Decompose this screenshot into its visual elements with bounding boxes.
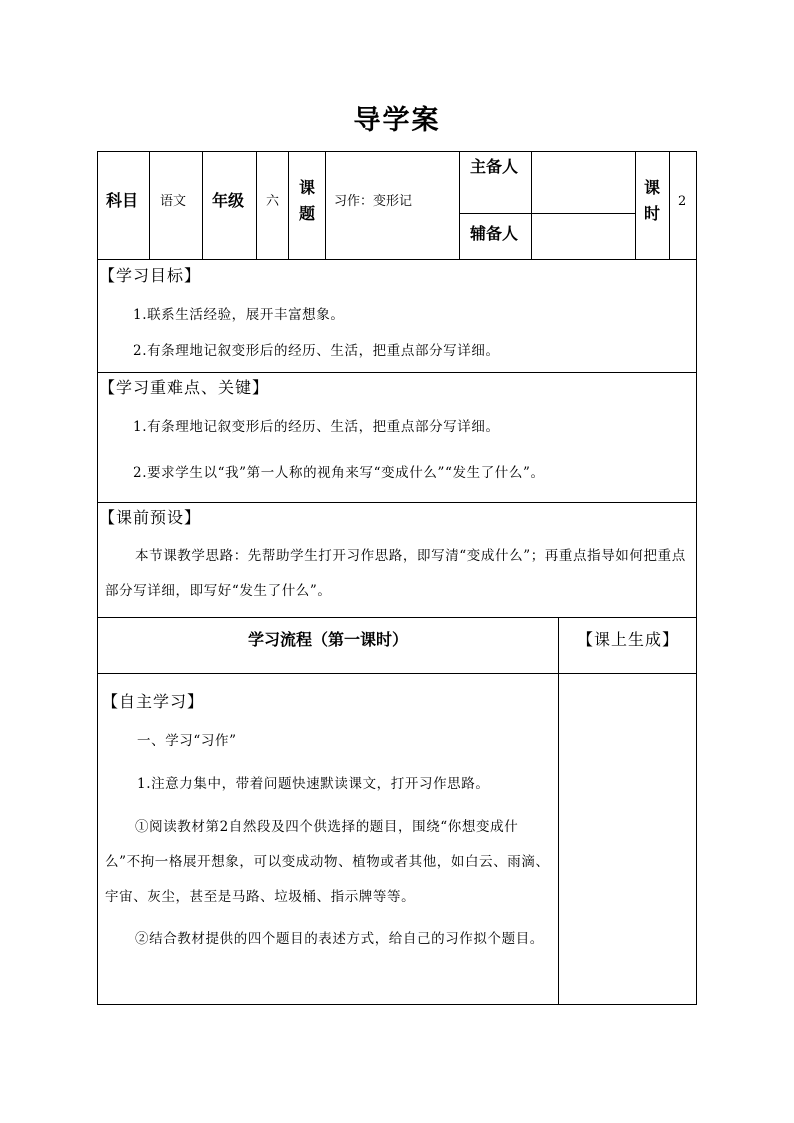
page-title: 导学案 [353,105,441,136]
key-points-heading: 【学习重难点、关键】 [99,378,270,397]
item-two-text: ②结合教材提供的四个题目的表述方式，给自己的习作拟个题目。 [135,931,544,947]
periods-label: 课时 [643,178,660,223]
grade-label: 年级 [212,191,245,210]
presets-text: 本节课教学思路：先帮助学生打开习作思路，即写清“变成什么”；再重点指导如何把重点部分写详细，即写好“发生了什么”。 [105,548,686,599]
topic-label: 课题 [298,178,315,223]
subject-value: 语文 [160,194,187,209]
step-one-text: 1.注意力集中，带着问题快速默读课文，打开习作思路。 [137,776,490,792]
grade-value: 六 [266,194,280,209]
self-study-heading: 【自主学习】 [102,692,205,711]
topic-value: 习作：变形记 [334,194,413,209]
lesson-plan-table [97,151,697,1005]
assistant-preparer-label: 辅备人 [470,224,519,243]
subject-label: 科目 [106,191,139,210]
key-point-item-1: 1.有条理地记叙变形后的经历、生活，把重点部分写详细。 [133,419,500,435]
key-point-item-2: 2.要求学生以“我”第一人称的视角来写“变成什么”“发生了什么”。 [133,465,545,481]
section-one-heading: 一、学习“习作” [137,733,237,749]
main-preparer-label: 主备人 [470,157,519,176]
goals-heading: 【学习目标】 [99,266,202,285]
process-side-heading: 【课上生成】 [576,630,679,649]
item-one-text: ①阅读教材第2自然段及四个供选择的题目，围绕“你想变成什么”不拘一格展开想象，可以变成动物、植物或者其他，如白云、雨滴、宇宙、灰尘，甚至是马路、垃圾桶、指示牌等等。 [105,819,550,905]
process-heading: 学习流程（第一课时） [247,630,408,649]
goal-item-2: 2.有条理地记叙变形后的经历、生活，把重点部分写详细。 [133,343,500,359]
goal-item-1: 1.联系生活经验，展开丰富想象。 [133,307,345,323]
periods-value: 2 [678,194,687,209]
presets-heading: 【课前预设】 [99,508,202,527]
